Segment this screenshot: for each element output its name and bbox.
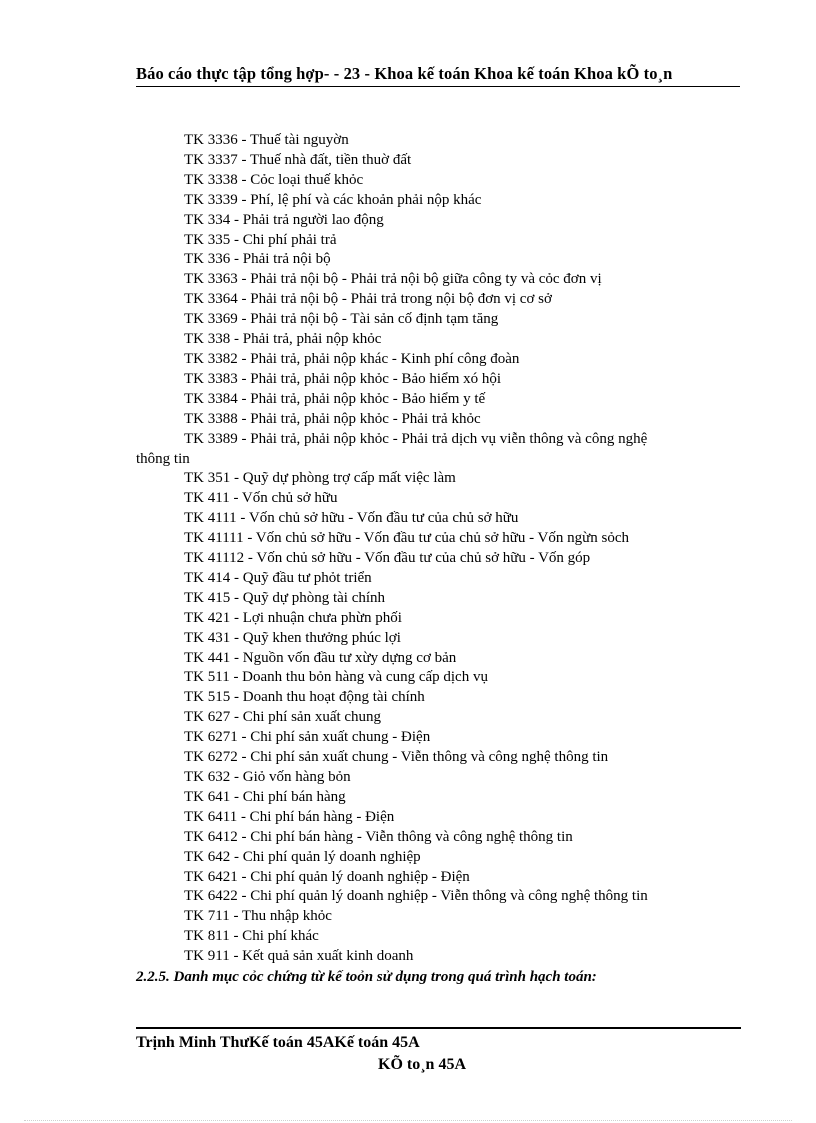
account-item: TK 411 - Vốn chủ sở hữu (184, 490, 338, 507)
account-item: TK 6421 - Chi phí quản lý doanh nghiệp - Điện (184, 868, 470, 885)
page-edge-divider (24, 1120, 792, 1121)
section-title: 2.2.5. Danh mục cỏc chứng từ kế toỏn sử dụng trong quá trình hạch toán: (136, 969, 597, 985)
account-item: TK 335 - Chi phí phải trả (184, 231, 337, 248)
account-item: TK 41111 - Vốn chủ sở hữu - Vốn đầu tư của chủ sở hữu - Vốn ngừn sỏch (184, 530, 630, 547)
account-item: TK 41112 - Vốn chủ sở hữu - Vốn đầu tư của chủ sở hữu - Vốn góp (184, 550, 591, 567)
account-list (136, 131, 746, 967)
account-item: TK 911 - Kết quả sản xuất kinh doanh (184, 948, 414, 965)
account-item: TK 3383 - Phải trả, phải nộp khỏc - Bảo hiểm xó hội (184, 370, 502, 387)
account-item: TK 336 - Phải trả nội bộ (184, 251, 331, 268)
account-item: TK 3336 - Thuế tài nguyờn (184, 132, 349, 148)
account-item: TK 351 - Quỹ dự phòng trợ cấp mất việc làm (184, 470, 456, 487)
account-item: TK 4111 - Vốn chủ sở hữu - Vốn đầu tư của chủ sở hữu (184, 510, 519, 527)
account-item: TK 431 - Quỹ khen thưởng phúc lợi (184, 629, 401, 646)
account-item: TK 641 - Chi phí bán hàng (184, 788, 346, 805)
account-item: TK 441 - Nguồn vốn đầu tư xừy dựng cơ bản (184, 649, 457, 666)
account-item: TK 6411 - Chi phí bán hàng - Điện (184, 808, 395, 825)
footer-author: Trịnh Minh ThưKế toán 45AKế toán 45A (136, 1034, 420, 1051)
account-item: TK 3388 - Phải trả, phải nộp khỏc - Phải trả khỏc (184, 410, 481, 427)
account-item: TK 3363 - Phải trả nội bộ - Phải trả nội bộ giữa công ty và cỏc đơn vị (184, 271, 602, 288)
account-item: TK 3339 - Phí, lệ phí và các khoản phải nộp khác (184, 191, 482, 208)
account-item: TK 515 - Doanh thu hoạt động tài chính (184, 689, 425, 706)
account-item: TK 3384 - Phải trả, phải nộp khỏc - Bảo hiểm y tế (184, 390, 486, 407)
account-item: TK 642 - Chi phí quản lý doanh nghiệp (184, 848, 421, 865)
account-item: TK 511 - Doanh thu bỏn hàng và cung cấp dịch vụ (184, 669, 488, 686)
footer-class: KÕ to¸n 45A (378, 1056, 466, 1073)
account-item: TK 6271 - Chi phí sản xuất chung - Điện (184, 729, 431, 746)
account-item: TK 3337 - Thuế nhà đất, tiền thuờ đất (184, 151, 412, 168)
account-item: thông tin (136, 450, 190, 467)
account-item: TK 414 - Quỹ đầu tư phỏt triển (184, 569, 372, 586)
account-item: TK 421 - Lợi nhuận chưa phừn phối (184, 609, 402, 626)
account-item: TK 3338 - Cỏc loại thuế khỏc (184, 171, 364, 188)
account-item: TK 415 - Quỹ dự phòng tài chính (184, 589, 386, 606)
account-item: TK 6422 - Chi phí quản lý doanh nghiệp - Viễn thông và công nghệ thông tin (184, 888, 648, 905)
page-header: Báo cáo thực tập tổng hợp- - 23 - Khoa kế toán Khoa kế toán Khoa kÕ to¸n (136, 64, 740, 87)
account-item: TK 334 - Phải trả người lao động (184, 211, 384, 228)
account-item: TK 3389 - Phải trả, phải nộp khỏc - Phải trả dịch vụ viễn thông và công nghệ (184, 430, 648, 447)
account-item: TK 3382 - Phải trả, phải nộp khác - Kinh phí công đoàn (184, 350, 520, 367)
account-item: TK 3369 - Phải trả nội bộ - Tài sản cố định tạm tăng (184, 311, 499, 328)
account-item: TK 811 - Chi phí khác (184, 928, 319, 945)
account-item: TK 6272 - Chi phí sản xuất chung - Viễn thông và công nghệ thông tin (184, 749, 609, 766)
footer-divider (136, 1027, 741, 1029)
account-item: TK 711 - Thu nhập khỏc (184, 908, 332, 925)
account-item: TK 3364 - Phải trả nội bộ - Phải trả trong nội bộ đơn vị cơ sở (184, 291, 552, 308)
account-item: TK 6412 - Chi phí bán hàng - Viễn thông và công nghệ thông tin (184, 828, 573, 845)
account-item: TK 632 - Giỏ vốn hàng bỏn (184, 769, 351, 785)
account-item: TK 338 - Phải trả, phải nộp khỏc (184, 331, 382, 348)
account-item: TK 627 - Chi phí sản xuất chung (184, 709, 382, 726)
